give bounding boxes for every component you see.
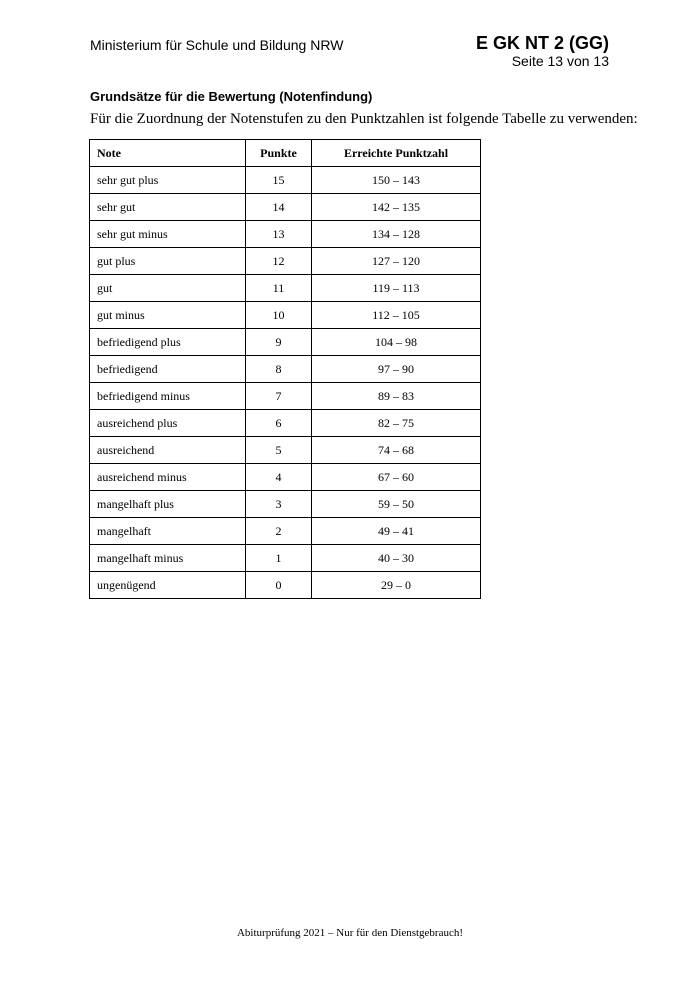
table-row <box>90 572 481 599</box>
points-cell: 13 <box>246 221 312 248</box>
points-cell: 11 <box>246 275 312 302</box>
grade-cell: befriedigend plus <box>90 329 246 356</box>
score-range-cell: 104 – 98 <box>312 329 481 356</box>
score-range-cell: 40 – 30 <box>312 545 481 572</box>
points-cell: 3 <box>246 491 312 518</box>
score-range-cell: 74 – 68 <box>312 437 481 464</box>
points-cell: 2 <box>246 518 312 545</box>
column-header-note: Note <box>90 140 246 167</box>
table-row <box>90 491 481 518</box>
table-row <box>90 329 481 356</box>
grade-cell: gut minus <box>90 302 246 329</box>
grade-cell: mangelhaft minus <box>90 545 246 572</box>
score-range-cell: 112 – 105 <box>312 302 481 329</box>
points-cell: 7 <box>246 383 312 410</box>
points-cell: 10 <box>246 302 312 329</box>
score-range-cell: 134 – 128 <box>312 221 481 248</box>
points-cell: 0 <box>246 572 312 599</box>
table-row <box>90 464 481 491</box>
grade-cell: gut plus <box>90 248 246 275</box>
page-footer: Abiturprüfung 2021 – Nur für den Dienstgebrauch! <box>236 927 464 939</box>
grade-cell: sehr gut minus <box>90 221 246 248</box>
table-row <box>90 275 481 302</box>
column-header-punktzahl: Erreichte Punktzahl <box>312 140 481 167</box>
intro-text: Für die Zuordnung der Notenstufen zu den Punktzahlen ist folgende Tabelle zu verwenden: <box>90 111 638 127</box>
grading-table <box>89 139 481 599</box>
table-body <box>90 167 481 599</box>
score-range-cell: 67 – 60 <box>312 464 481 491</box>
points-cell: 5 <box>246 437 312 464</box>
score-range-cell: 127 – 120 <box>312 248 481 275</box>
ministry-name: Ministerium für Schule und Bildung NRW <box>90 37 344 53</box>
table-row <box>90 194 481 221</box>
grade-cell: ungenügend <box>90 572 246 599</box>
points-cell: 8 <box>246 356 312 383</box>
table-row <box>90 248 481 275</box>
points-cell: 9 <box>246 329 312 356</box>
points-cell: 12 <box>246 248 312 275</box>
score-range-cell: 97 – 90 <box>312 356 481 383</box>
points-cell: 15 <box>246 167 312 194</box>
table-row <box>90 518 481 545</box>
table-row <box>90 545 481 572</box>
grade-cell: befriedigend minus <box>90 383 246 410</box>
score-range-cell: 29 – 0 <box>312 572 481 599</box>
table-row <box>90 410 481 437</box>
score-range-cell: 142 – 135 <box>312 194 481 221</box>
grade-cell: befriedigend <box>90 356 246 383</box>
table-row <box>90 302 481 329</box>
exam-code: E GK NT 2 (GG) <box>475 33 609 53</box>
column-header-punkte: Punkte <box>246 140 312 167</box>
grade-cell: ausreichend minus <box>90 464 246 491</box>
score-range-cell: 82 – 75 <box>312 410 481 437</box>
score-range-cell: 59 – 50 <box>312 491 481 518</box>
page-number: Seite 13 von 13 <box>511 53 609 69</box>
page-header-right <box>476 33 609 69</box>
score-range-cell: 119 – 113 <box>312 275 481 302</box>
grade-cell: ausreichend <box>90 437 246 464</box>
points-cell: 1 <box>246 545 312 572</box>
grade-cell: gut <box>90 275 246 302</box>
score-range-cell: 49 – 41 <box>312 518 481 545</box>
grade-cell: sehr gut plus <box>90 167 246 194</box>
table-row <box>90 356 481 383</box>
table-row <box>90 167 481 194</box>
table-header-row <box>90 140 481 167</box>
score-range-cell: 150 – 143 <box>312 167 481 194</box>
section-heading: Grundsätze für die Bewertung (Notenfindung) <box>90 89 373 104</box>
points-cell: 6 <box>246 410 312 437</box>
score-range-cell: 89 – 83 <box>312 383 481 410</box>
table-row <box>90 221 481 248</box>
table-row <box>90 383 481 410</box>
grade-cell: ausreichend plus <box>90 410 246 437</box>
grade-cell: mangelhaft plus <box>90 491 246 518</box>
table-row <box>90 437 481 464</box>
grade-cell: sehr gut <box>90 194 246 221</box>
points-cell: 4 <box>246 464 312 491</box>
grade-cell: mangelhaft <box>90 518 246 545</box>
points-cell: 14 <box>246 194 312 221</box>
